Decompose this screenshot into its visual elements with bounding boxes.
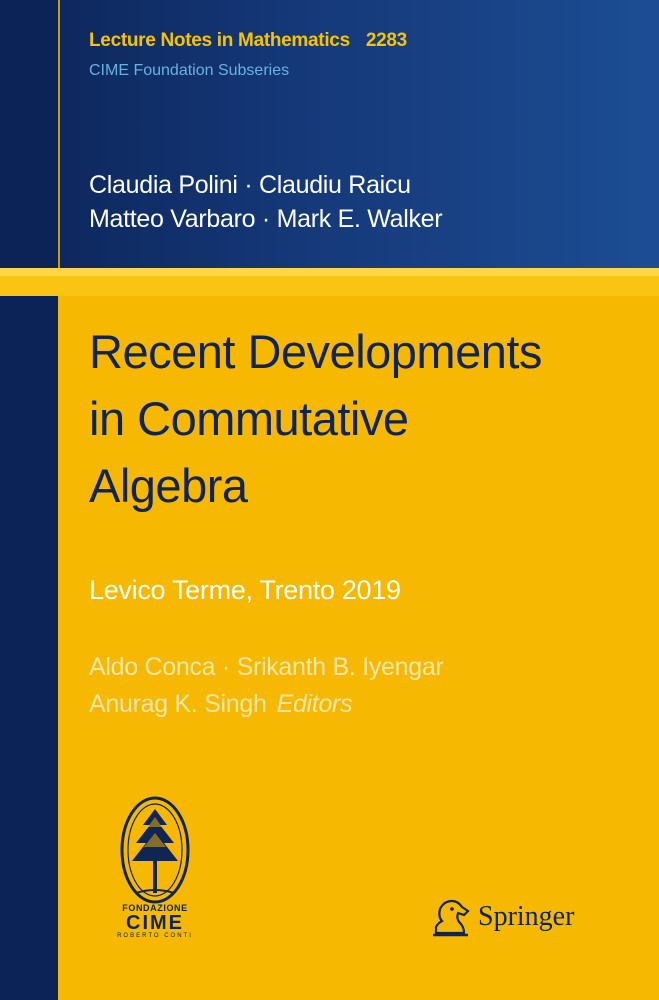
stripe-divider xyxy=(58,0,60,268)
subseries-title: CIME Foundation Subseries xyxy=(89,62,290,79)
book-title-line-3: Algebra xyxy=(89,459,248,512)
series-number: 2283 xyxy=(365,30,407,51)
authors-line-2: Matteo Varbaro · Mark E. Walker xyxy=(89,205,443,233)
publisher-name: Springer xyxy=(478,901,575,932)
book-title-line-2: in Commutative xyxy=(89,392,409,445)
authors-line-1: Claudia Polini · Claudiu Raicu xyxy=(89,171,411,199)
editors-line-1: Aldo Conca · Srikanth B. Iyengar xyxy=(89,653,444,681)
foundation-subname: ROBERTO CONTI xyxy=(117,933,193,939)
left-stripe xyxy=(0,0,58,1000)
editors xyxy=(89,649,443,723)
book-title xyxy=(89,318,649,519)
editors-role: Editors xyxy=(276,690,353,718)
foundation-label: FONDAZIONE xyxy=(122,903,188,913)
series-title xyxy=(89,30,407,52)
editors-names-2: Anurag K. Singh xyxy=(89,690,267,718)
band-divider-secondary xyxy=(0,276,659,296)
foundation-name: CIME xyxy=(126,912,184,934)
editors-line-2 xyxy=(89,686,443,723)
authors xyxy=(89,168,442,236)
foundation-logo-text xyxy=(100,903,210,939)
series-name: Lecture Notes in Mathematics xyxy=(89,30,350,51)
book-title-line-1: Recent Developments xyxy=(89,325,542,378)
book-subtitle: Levico Terme, Trento 2019 xyxy=(89,575,401,605)
band-divider xyxy=(0,268,659,276)
